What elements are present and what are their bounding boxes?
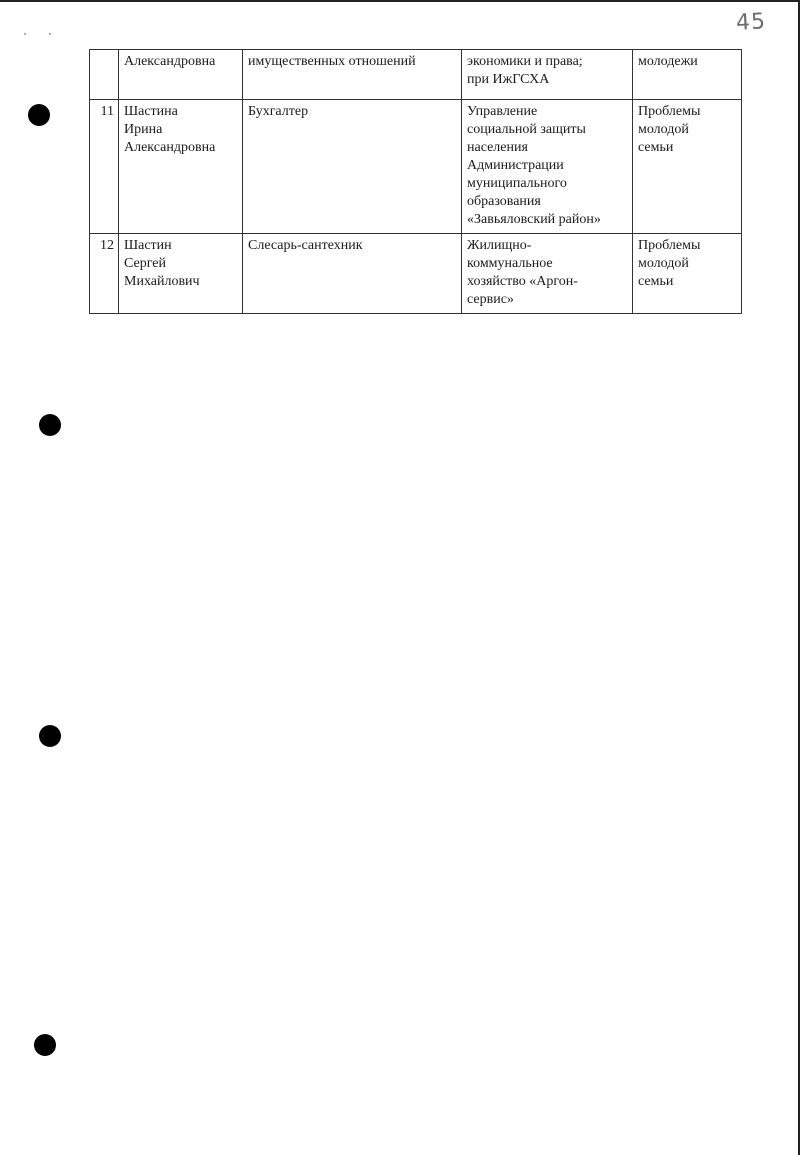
row-number-cell [90, 50, 119, 100]
participants-table [89, 49, 742, 314]
cell-line: Ирина [124, 122, 163, 137]
page-top-edge [0, 0, 800, 2]
cell-line: Шастина [124, 104, 178, 119]
cell-line: экономики и права; [467, 54, 583, 69]
scan-speck [49, 33, 51, 35]
cell-line: семьи [638, 140, 674, 155]
topic-cell [633, 100, 742, 234]
cell-line: Проблемы [638, 238, 701, 253]
scan-speck [24, 33, 26, 35]
table-row [90, 100, 742, 234]
cell-line: Проблемы [638, 104, 701, 119]
topic-cell [633, 234, 742, 314]
cell-line: социальной защиты [467, 122, 586, 137]
row-number-cell: 12 [90, 234, 119, 314]
cell-line: сервис» [467, 292, 514, 307]
cell-line: муниципального [467, 176, 567, 191]
name-cell [119, 50, 243, 100]
cell-line: Александровна [124, 140, 216, 155]
cell-line: Жилищно- [467, 238, 532, 253]
cell-line: «Завьяловский район» [467, 212, 601, 227]
position-cell [243, 50, 462, 100]
cell-line: Александровна [124, 54, 216, 69]
cell-line: Администрации [467, 158, 564, 173]
table-row [90, 234, 742, 314]
name-cell [119, 234, 243, 314]
topic-cell [633, 50, 742, 100]
cell-line: Михайлович [124, 274, 200, 289]
cell-line: молодой [638, 122, 689, 137]
cell-line: коммунальное [467, 256, 553, 271]
punch-hole [39, 414, 61, 436]
cell-line: семьи [638, 274, 674, 289]
cell-line: образования [467, 194, 541, 209]
punch-hole [34, 1034, 56, 1056]
cell-line: Бухгалтер [248, 104, 309, 119]
cell-line: при ИжГСХА [467, 72, 550, 87]
table-row [90, 50, 742, 100]
organization-cell [462, 100, 633, 234]
organization-cell [462, 234, 633, 314]
organization-cell [462, 50, 633, 100]
cell-line: Управление [467, 104, 538, 119]
cell-line: молодежи [638, 54, 698, 69]
cell-line: хозяйство «Аргон- [467, 274, 578, 289]
cell-line: Сергей [124, 256, 166, 271]
handwritten-page-number: 45 [735, 9, 767, 36]
cell-line: молодой [638, 256, 689, 271]
cell-line: Слесарь-сантехник [248, 238, 363, 253]
cell-line: населения [467, 140, 528, 155]
row-number-cell: 11 [90, 100, 119, 234]
punch-hole [28, 104, 50, 126]
position-cell [243, 234, 462, 314]
name-cell [119, 100, 243, 234]
cell-line: Шастин [124, 238, 172, 253]
cell-line: имущественных отношений [248, 54, 416, 69]
position-cell [243, 100, 462, 234]
punch-hole [39, 725, 61, 747]
